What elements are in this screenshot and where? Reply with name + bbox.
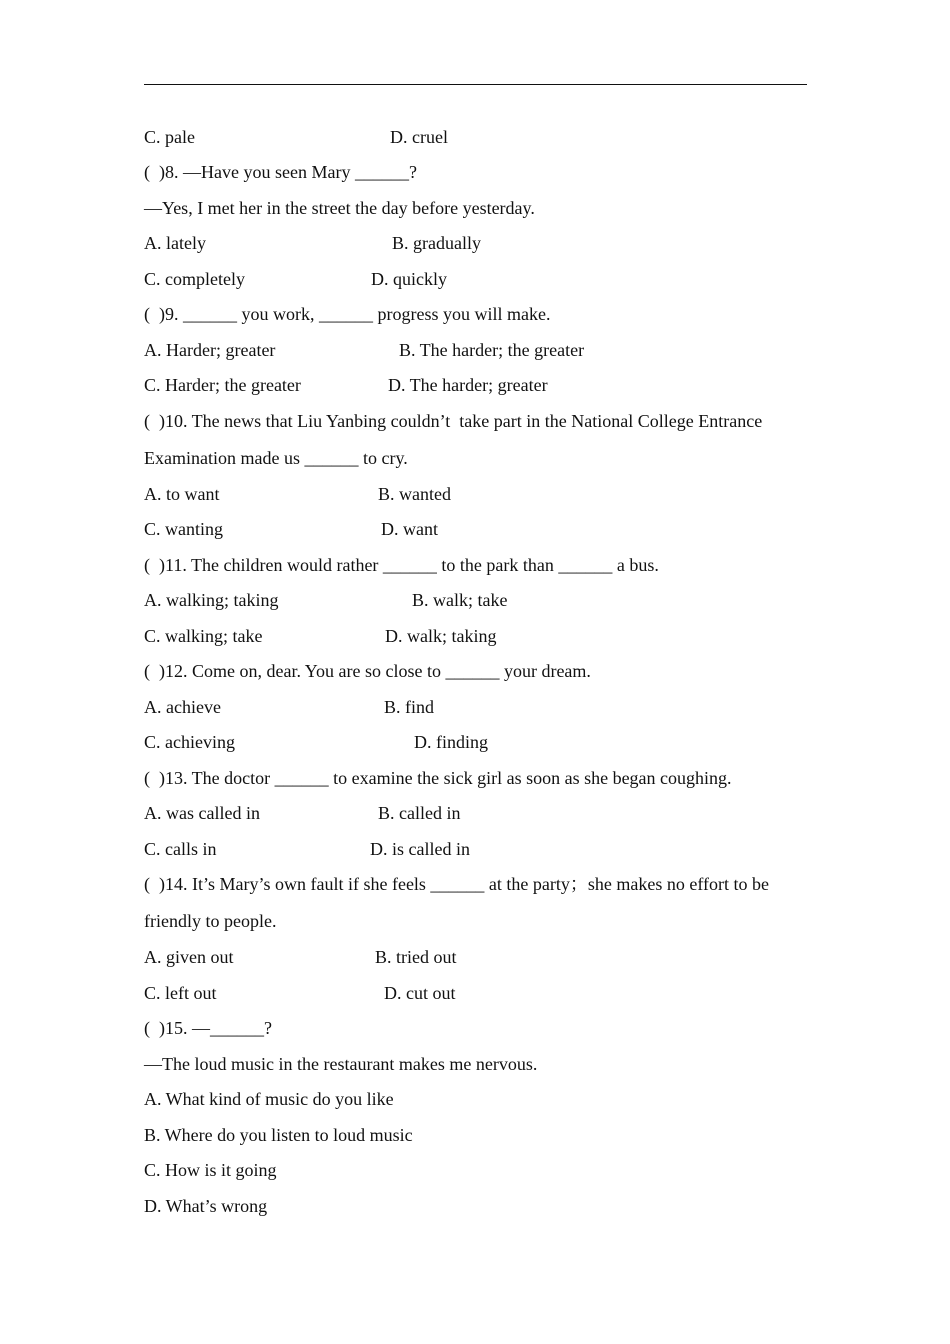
option-row bbox=[144, 589, 807, 611]
option-left: C. pale bbox=[144, 127, 195, 147]
option-left: C. left out bbox=[144, 983, 217, 1003]
question-stem: ( )13. The doctor ______ to examine the sick girl as soon as she began coughing. bbox=[144, 768, 732, 788]
option-left: C. completely bbox=[144, 269, 245, 289]
option-row bbox=[144, 518, 807, 540]
question-stem: ( )14. It’s Mary’s own fault if she feels ______ at the party；she makes no effort to be bbox=[144, 874, 770, 894]
option-right: D. want bbox=[381, 519, 438, 539]
option-right: D. walk; taking bbox=[385, 626, 497, 646]
option-right: B. tried out bbox=[375, 947, 457, 967]
option-right: B. The harder; the greater bbox=[399, 340, 585, 360]
option-right: D. finding bbox=[414, 732, 488, 752]
text-line: Examination made us ______ to cry. bbox=[144, 448, 408, 468]
option-row bbox=[144, 483, 807, 505]
option-left: C. achieving bbox=[144, 732, 235, 752]
question-stem: ( )8. —Have you seen Mary ______? bbox=[144, 162, 417, 182]
option-left: C. wanting bbox=[144, 519, 223, 539]
option-row bbox=[144, 232, 807, 254]
option-row bbox=[144, 126, 807, 148]
option-right: D. The harder; greater bbox=[388, 375, 548, 395]
option-row bbox=[144, 731, 807, 753]
option-left: A. walking; taking bbox=[144, 590, 279, 610]
option-row bbox=[144, 625, 807, 647]
option-right: B. called in bbox=[378, 803, 461, 823]
option-left: A. achieve bbox=[144, 697, 221, 717]
option-row bbox=[144, 374, 807, 396]
option-right: B. wanted bbox=[378, 484, 451, 504]
option-row bbox=[144, 838, 807, 860]
header-rule bbox=[144, 84, 807, 85]
option-left: A. lately bbox=[144, 233, 206, 253]
question-stem: ( )10. The news that Liu Yanbing couldn’t take part in the National College Entrance bbox=[144, 411, 763, 431]
option-right: D. cruel bbox=[390, 127, 448, 147]
option-right: B. gradually bbox=[392, 233, 481, 253]
text-line: D. What’s wrong bbox=[144, 1196, 268, 1216]
option-left: A. Harder; greater bbox=[144, 340, 276, 360]
option-left: C. Harder; the greater bbox=[144, 375, 301, 395]
option-left: A. given out bbox=[144, 947, 234, 967]
text-line: —Yes, I met her in the street the day before yesterday. bbox=[144, 198, 535, 218]
text-line: friendly to people. bbox=[144, 911, 277, 931]
option-right: D. quickly bbox=[371, 269, 447, 289]
option-right: B. walk; take bbox=[412, 590, 508, 610]
option-left: C. calls in bbox=[144, 839, 217, 859]
question-stem: ( )15. —______? bbox=[144, 1018, 272, 1038]
option-left: A. to want bbox=[144, 484, 220, 504]
option-row bbox=[144, 982, 807, 1004]
option-left: A. was called in bbox=[144, 803, 260, 823]
option-row bbox=[144, 802, 807, 824]
text-line: C. How is it going bbox=[144, 1160, 277, 1180]
option-right: D. is called in bbox=[370, 839, 470, 859]
option-row bbox=[144, 946, 807, 968]
option-right: B. find bbox=[384, 697, 435, 717]
option-row bbox=[144, 696, 807, 718]
text-line: —The loud music in the restaurant makes me nervous. bbox=[144, 1054, 538, 1074]
option-left: C. walking; take bbox=[144, 626, 263, 646]
question-stem: ( )12. Come on, dear. You are so close to ______ your dream. bbox=[144, 661, 591, 681]
question-stem: ( )9. ______ you work, ______ progress you will make. bbox=[144, 304, 551, 324]
option-row bbox=[144, 268, 807, 290]
option-right: D. cut out bbox=[384, 983, 456, 1003]
question-stem: ( )11. The children would rather ______ to the park than ______ a bus. bbox=[144, 555, 659, 575]
text-line: A. What kind of music do you like bbox=[144, 1089, 394, 1109]
text-line: B. Where do you listen to loud music bbox=[144, 1125, 413, 1145]
option-row bbox=[144, 339, 807, 361]
